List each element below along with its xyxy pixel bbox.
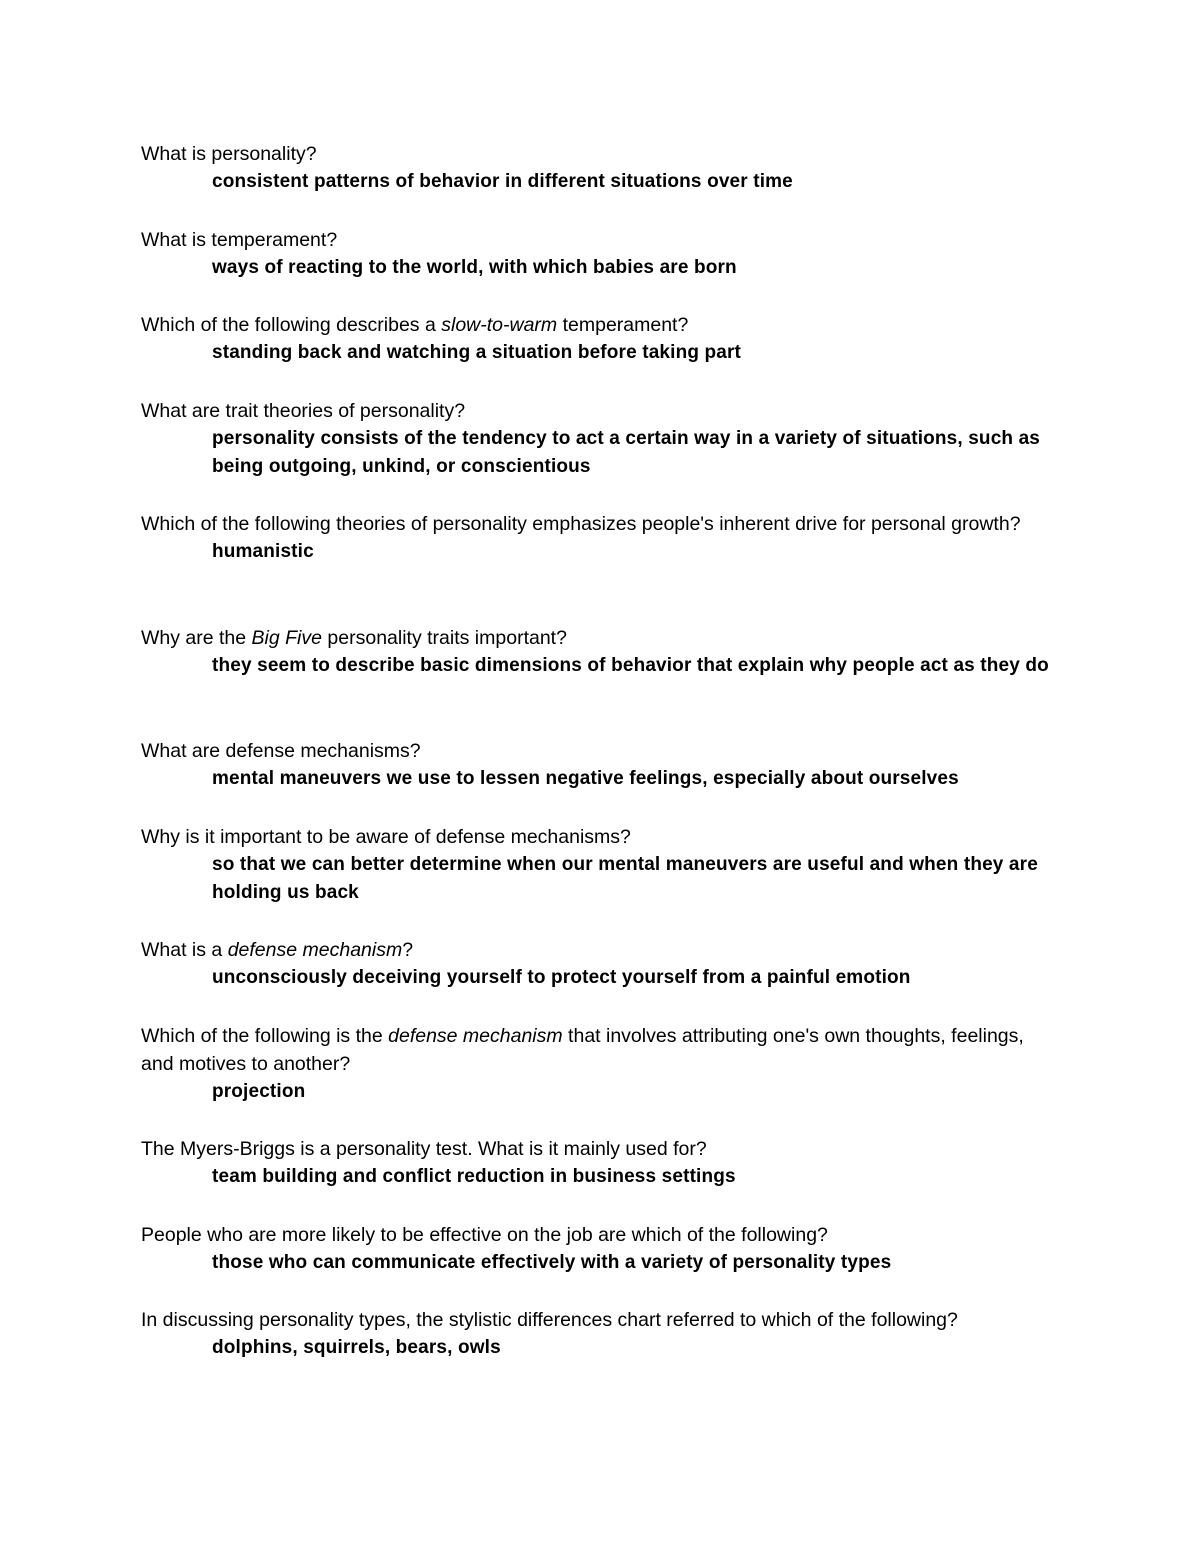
question-text: In discussing personality types, the stylistic differences chart referred to which of the following? (141, 1309, 958, 1331)
answer-text: they seem to describe basic dimensions of behavior that explain why people act as they do (212, 655, 1049, 676)
qa-item-9 (141, 936, 1051, 992)
question-text: What is a defense mechanism? (141, 939, 414, 961)
qa-item-5 (141, 510, 1051, 566)
qa-item-4 (141, 397, 1051, 481)
qa-item-7 (141, 737, 1051, 793)
question-text: Why is it important to be aware of defense mechanisms? (141, 826, 631, 848)
qa-item-1 (141, 140, 1051, 196)
answer-text: dolphins, squirrels, bears, owls (212, 1337, 501, 1358)
answer-text: consistent patterns of behavior in different situations over time (212, 171, 793, 192)
question-text: The Myers-Briggs is a personality test. What is it mainly used for? (141, 1138, 707, 1160)
question-text: Which of the following is the defense mechanism that involves attributing one's own thoughts, feelings, and motives to another? (141, 1025, 1024, 1075)
qa-item-10 (141, 1022, 1051, 1106)
question-text: What is personality? (141, 143, 317, 165)
italic-term: defense mechanism (227, 939, 403, 961)
question-text: Which of the following describes a slow-to-warm temperament? (141, 314, 689, 336)
question-text: What are trait theories of personality? (141, 400, 466, 422)
answer-text: team building and conflict reduction in business settings (212, 1166, 736, 1187)
qa-item-12 (141, 1221, 1051, 1277)
qa-item-6 (141, 624, 1051, 680)
answer-text: those who can communicate effectively with a variety of personality types (212, 1252, 892, 1273)
answer-text: unconsciously deceiving yourself to protect yourself from a painful emotion (212, 967, 911, 988)
answer-text: humanistic (212, 541, 314, 562)
question-text: People who are more likely to be effective on the job are which of the following? (141, 1224, 828, 1246)
qa-item-2 (141, 226, 1051, 282)
question-text: What are defense mechanisms? (141, 740, 421, 762)
answer-text: standing back and watching a situation before taking part (212, 342, 742, 363)
answer-text: projection (212, 1081, 306, 1102)
italic-term: slow-to-warm (441, 314, 558, 336)
answer-text: so that we can better determine when our mental maneuvers are useful and when they are holding us back (212, 854, 1038, 903)
question-text: Which of the following theories of personality emphasizes people's inherent drive for personal growth? (141, 513, 1021, 535)
italic-term: defense mechanism (388, 1025, 563, 1047)
italic-term: Big Five (251, 627, 322, 649)
answer-text: mental maneuvers we use to lessen negative feelings, especially about ourselves (212, 768, 959, 789)
qa-item-11 (141, 1135, 1051, 1191)
qa-item-13 (141, 1306, 1051, 1362)
answer-text: personality consists of the tendency to act a certain way in a variety of situations, such as being outgoing, unkind, or conscientious (212, 428, 1041, 477)
qa-item-3 (141, 311, 1051, 367)
qa-item-8 (141, 823, 1051, 907)
answer-text: ways of reacting to the world, with which babies are born (212, 257, 737, 278)
question-text: Why are the Big Five personality traits important? (141, 627, 567, 649)
question-text: What is temperament? (141, 229, 338, 251)
